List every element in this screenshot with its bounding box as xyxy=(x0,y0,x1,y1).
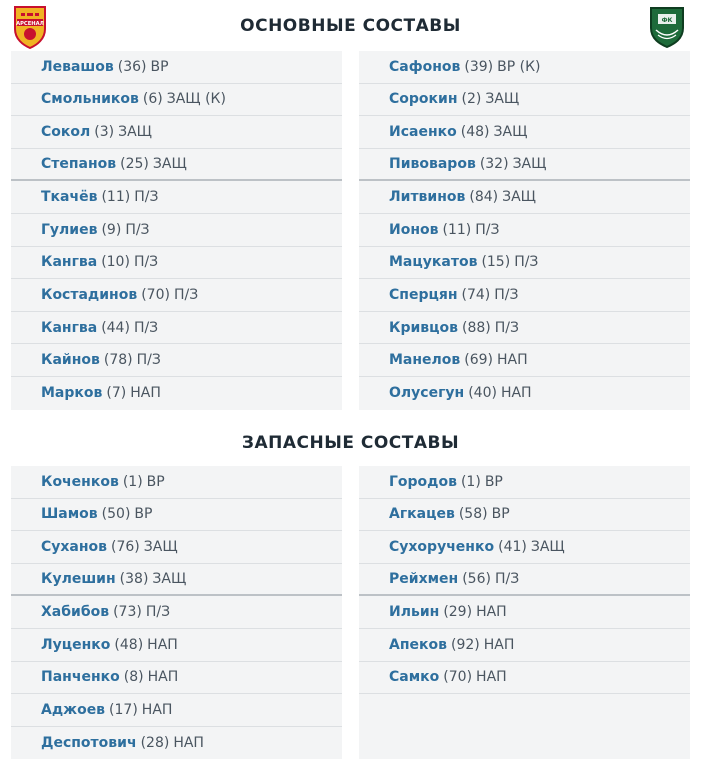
player-name-link[interactable]: Панченко xyxy=(41,669,120,686)
player-position: НАП xyxy=(173,735,204,752)
player-name-link[interactable]: Агкацев xyxy=(389,506,455,523)
player-row xyxy=(11,727,342,760)
player-number: (7) xyxy=(106,385,127,402)
player-row xyxy=(359,181,690,214)
player-position: П/З xyxy=(494,571,520,588)
player-name-link[interactable]: Кайнов xyxy=(41,352,100,369)
player-position: П/З xyxy=(136,352,161,369)
player-name-link[interactable]: Кривцов xyxy=(389,319,458,336)
player-number: (48) xyxy=(114,636,144,653)
player-row xyxy=(359,596,690,629)
player-number: (39) xyxy=(464,58,494,75)
player-name-link[interactable]: Левашов xyxy=(41,58,114,75)
player-name-link[interactable]: Кангва xyxy=(41,319,98,336)
player-position: НАП xyxy=(497,352,528,369)
player-number: (11) xyxy=(442,221,472,238)
player-position: ВР (К) xyxy=(497,58,541,75)
player-number: (70) xyxy=(443,669,473,686)
player-name-link[interactable]: Марков xyxy=(41,385,103,402)
player-row xyxy=(11,466,342,499)
player-row xyxy=(359,531,690,564)
player-name-link[interactable]: Ильин xyxy=(389,604,440,621)
player-name-link[interactable]: Сухорученко xyxy=(389,538,495,555)
player-name-link[interactable]: Деспотович xyxy=(41,735,137,752)
player-number: (11) xyxy=(101,189,131,206)
player-number: (48) xyxy=(460,123,490,140)
player-name-link[interactable]: Сорокин xyxy=(389,91,458,108)
player-row xyxy=(359,116,690,149)
player-position: ЗАЩ (К) xyxy=(166,91,226,108)
away-logo-text: ФК xyxy=(661,17,673,24)
player-row xyxy=(359,662,690,695)
player-position: П/З xyxy=(173,286,199,303)
player-row xyxy=(359,247,690,280)
player-row xyxy=(11,377,342,410)
player-position: ЗАЩ xyxy=(152,156,187,173)
player-number: (70) xyxy=(141,286,170,303)
player-position: ЗАЩ xyxy=(152,571,187,588)
player-name-link[interactable]: Манелов xyxy=(389,352,461,369)
player-name-link[interactable]: Хабибов xyxy=(41,604,110,621)
player-position: НАП xyxy=(147,636,178,653)
player-name-link[interactable]: Кангва xyxy=(41,254,98,271)
player-row xyxy=(11,596,342,629)
player-row xyxy=(11,312,342,345)
player-position: НАП xyxy=(476,604,507,621)
player-row xyxy=(11,564,342,597)
player-position: П/З xyxy=(514,254,539,271)
player-row xyxy=(359,629,690,662)
player-number: (41) xyxy=(498,538,527,555)
starting-lineups-title: ОСНОВНЫЕ СОСТАВЫ xyxy=(240,16,461,36)
player-name-link[interactable]: Литвинов xyxy=(389,189,466,206)
player-row xyxy=(359,51,690,84)
player-position: ЗАЩ xyxy=(530,538,565,555)
player-position: НАП xyxy=(500,385,532,402)
player-name-link[interactable]: Степанов xyxy=(41,156,117,173)
player-position: П/З xyxy=(134,189,159,206)
player-number: (58) xyxy=(458,506,488,523)
player-number: (8) xyxy=(123,669,144,686)
player-name-link[interactable]: Гулиев xyxy=(41,221,98,238)
player-position: П/З xyxy=(494,319,519,336)
player-number: (25) xyxy=(120,156,149,173)
player-position: ЗАЩ xyxy=(143,538,178,555)
player-row xyxy=(359,279,690,312)
player-name-link[interactable]: Самко xyxy=(389,669,440,686)
player-row xyxy=(11,84,342,117)
player-number: (38) xyxy=(119,571,149,588)
player-name-link[interactable]: Коченков xyxy=(41,473,119,490)
home-substitutes-list xyxy=(11,466,342,759)
player-row xyxy=(11,499,342,532)
player-row xyxy=(11,279,342,312)
player-row xyxy=(11,214,342,247)
player-position: ЗАЩ xyxy=(485,91,520,108)
away-substitutes-list xyxy=(359,466,690,759)
player-row xyxy=(359,344,690,377)
player-position: ЗАЩ xyxy=(512,156,547,173)
player-name-link[interactable]: Кулешин xyxy=(41,571,116,588)
player-number: (88) xyxy=(462,319,491,336)
player-name-link[interactable]: Олусегун xyxy=(389,385,465,402)
player-number: (10) xyxy=(101,254,130,271)
player-row xyxy=(11,344,342,377)
player-name-link[interactable]: Апеков xyxy=(389,636,447,653)
player-position: П/З xyxy=(125,221,150,238)
away-starting-list xyxy=(359,51,690,410)
substitutes-title: ЗАПАСНЫЕ СОСТАВЫ xyxy=(241,433,460,453)
player-name-link[interactable]: Ткачёв xyxy=(41,189,98,206)
player-number: (17) xyxy=(109,701,138,718)
player-row xyxy=(359,377,690,410)
player-name-link[interactable]: Смольников xyxy=(41,91,139,108)
player-row xyxy=(359,499,690,532)
player-name-link[interactable]: Костадинов xyxy=(41,286,138,303)
player-name-link[interactable]: Исаенко xyxy=(389,123,457,140)
player-position: П/З xyxy=(494,286,519,303)
player-position: П/З xyxy=(475,221,500,238)
player-name-link[interactable]: Аджоев xyxy=(41,701,106,718)
player-number: (3) xyxy=(94,123,115,140)
player-position: НАП xyxy=(476,669,507,686)
player-row xyxy=(11,116,342,149)
player-row xyxy=(359,466,690,499)
player-row xyxy=(11,149,342,182)
player-number: (15) xyxy=(481,254,511,271)
player-name-link[interactable]: Сафонов xyxy=(389,58,461,75)
empty-row xyxy=(359,694,690,727)
player-name-link[interactable]: Городов xyxy=(389,473,457,490)
player-position: П/З xyxy=(133,254,159,271)
player-row xyxy=(11,531,342,564)
player-name-link[interactable]: Луценко xyxy=(41,636,111,653)
player-row xyxy=(11,694,342,727)
player-number: (84) xyxy=(469,189,499,206)
player-row xyxy=(359,312,690,345)
player-row xyxy=(359,84,690,117)
player-name-link[interactable]: Ионов xyxy=(389,221,439,238)
player-position: ВР xyxy=(491,506,510,523)
player-row xyxy=(11,51,342,84)
player-number: (40) xyxy=(468,385,497,402)
player-number: (92) xyxy=(450,636,480,653)
home-starting-list xyxy=(11,51,342,410)
player-position: ВР xyxy=(146,473,165,490)
player-position: ЗАЩ xyxy=(118,123,152,140)
player-number: (74) xyxy=(461,286,491,303)
player-number: (69) xyxy=(464,352,494,369)
player-number: (6) xyxy=(142,91,163,108)
player-number: (56) xyxy=(462,571,491,588)
player-number: (28) xyxy=(140,735,170,752)
player-number: (44) xyxy=(101,319,130,336)
player-name-link[interactable]: Сокол xyxy=(41,123,91,140)
player-position: П/З xyxy=(133,319,159,336)
player-name-link[interactable]: Рейхмен xyxy=(389,571,459,588)
player-number: (50) xyxy=(101,506,131,523)
player-row xyxy=(359,149,690,182)
player-number: (76) xyxy=(111,538,140,555)
home-logo-text: АРСЕНАЛ xyxy=(16,21,44,27)
player-row xyxy=(11,247,342,280)
player-position: НАП xyxy=(130,385,161,402)
player-name-link[interactable]: Пивоваров xyxy=(389,156,476,173)
player-position: ЗАЩ xyxy=(502,189,536,206)
player-row xyxy=(11,629,342,662)
player-name-link[interactable]: Мацукатов xyxy=(389,254,478,271)
player-position: ВР xyxy=(484,473,503,490)
player-row xyxy=(11,662,342,695)
player-position: ЗАЩ xyxy=(493,123,528,140)
player-number: (32) xyxy=(479,156,509,173)
player-position: НАП xyxy=(141,701,173,718)
player-number: (78) xyxy=(103,352,133,369)
player-number: (9) xyxy=(101,221,122,238)
player-position: ВР xyxy=(134,506,153,523)
player-row xyxy=(11,181,342,214)
player-number: (2) xyxy=(461,91,482,108)
player-row xyxy=(359,564,690,597)
player-number: (73) xyxy=(113,604,142,621)
player-number: (1) xyxy=(460,473,481,490)
player-number: (1) xyxy=(122,473,143,490)
player-number: (29) xyxy=(443,604,473,621)
player-position: ВР xyxy=(150,58,169,75)
player-name-link[interactable]: Суханов xyxy=(41,538,108,555)
player-name-link[interactable]: Шамов xyxy=(41,506,98,523)
player-position: НАП xyxy=(483,636,515,653)
player-position: НАП xyxy=(147,669,179,686)
player-number: (36) xyxy=(117,58,147,75)
player-name-link[interactable]: Сперцян xyxy=(389,286,458,303)
empty-row xyxy=(359,727,690,760)
player-row xyxy=(359,214,690,247)
player-position: П/З xyxy=(145,604,171,621)
